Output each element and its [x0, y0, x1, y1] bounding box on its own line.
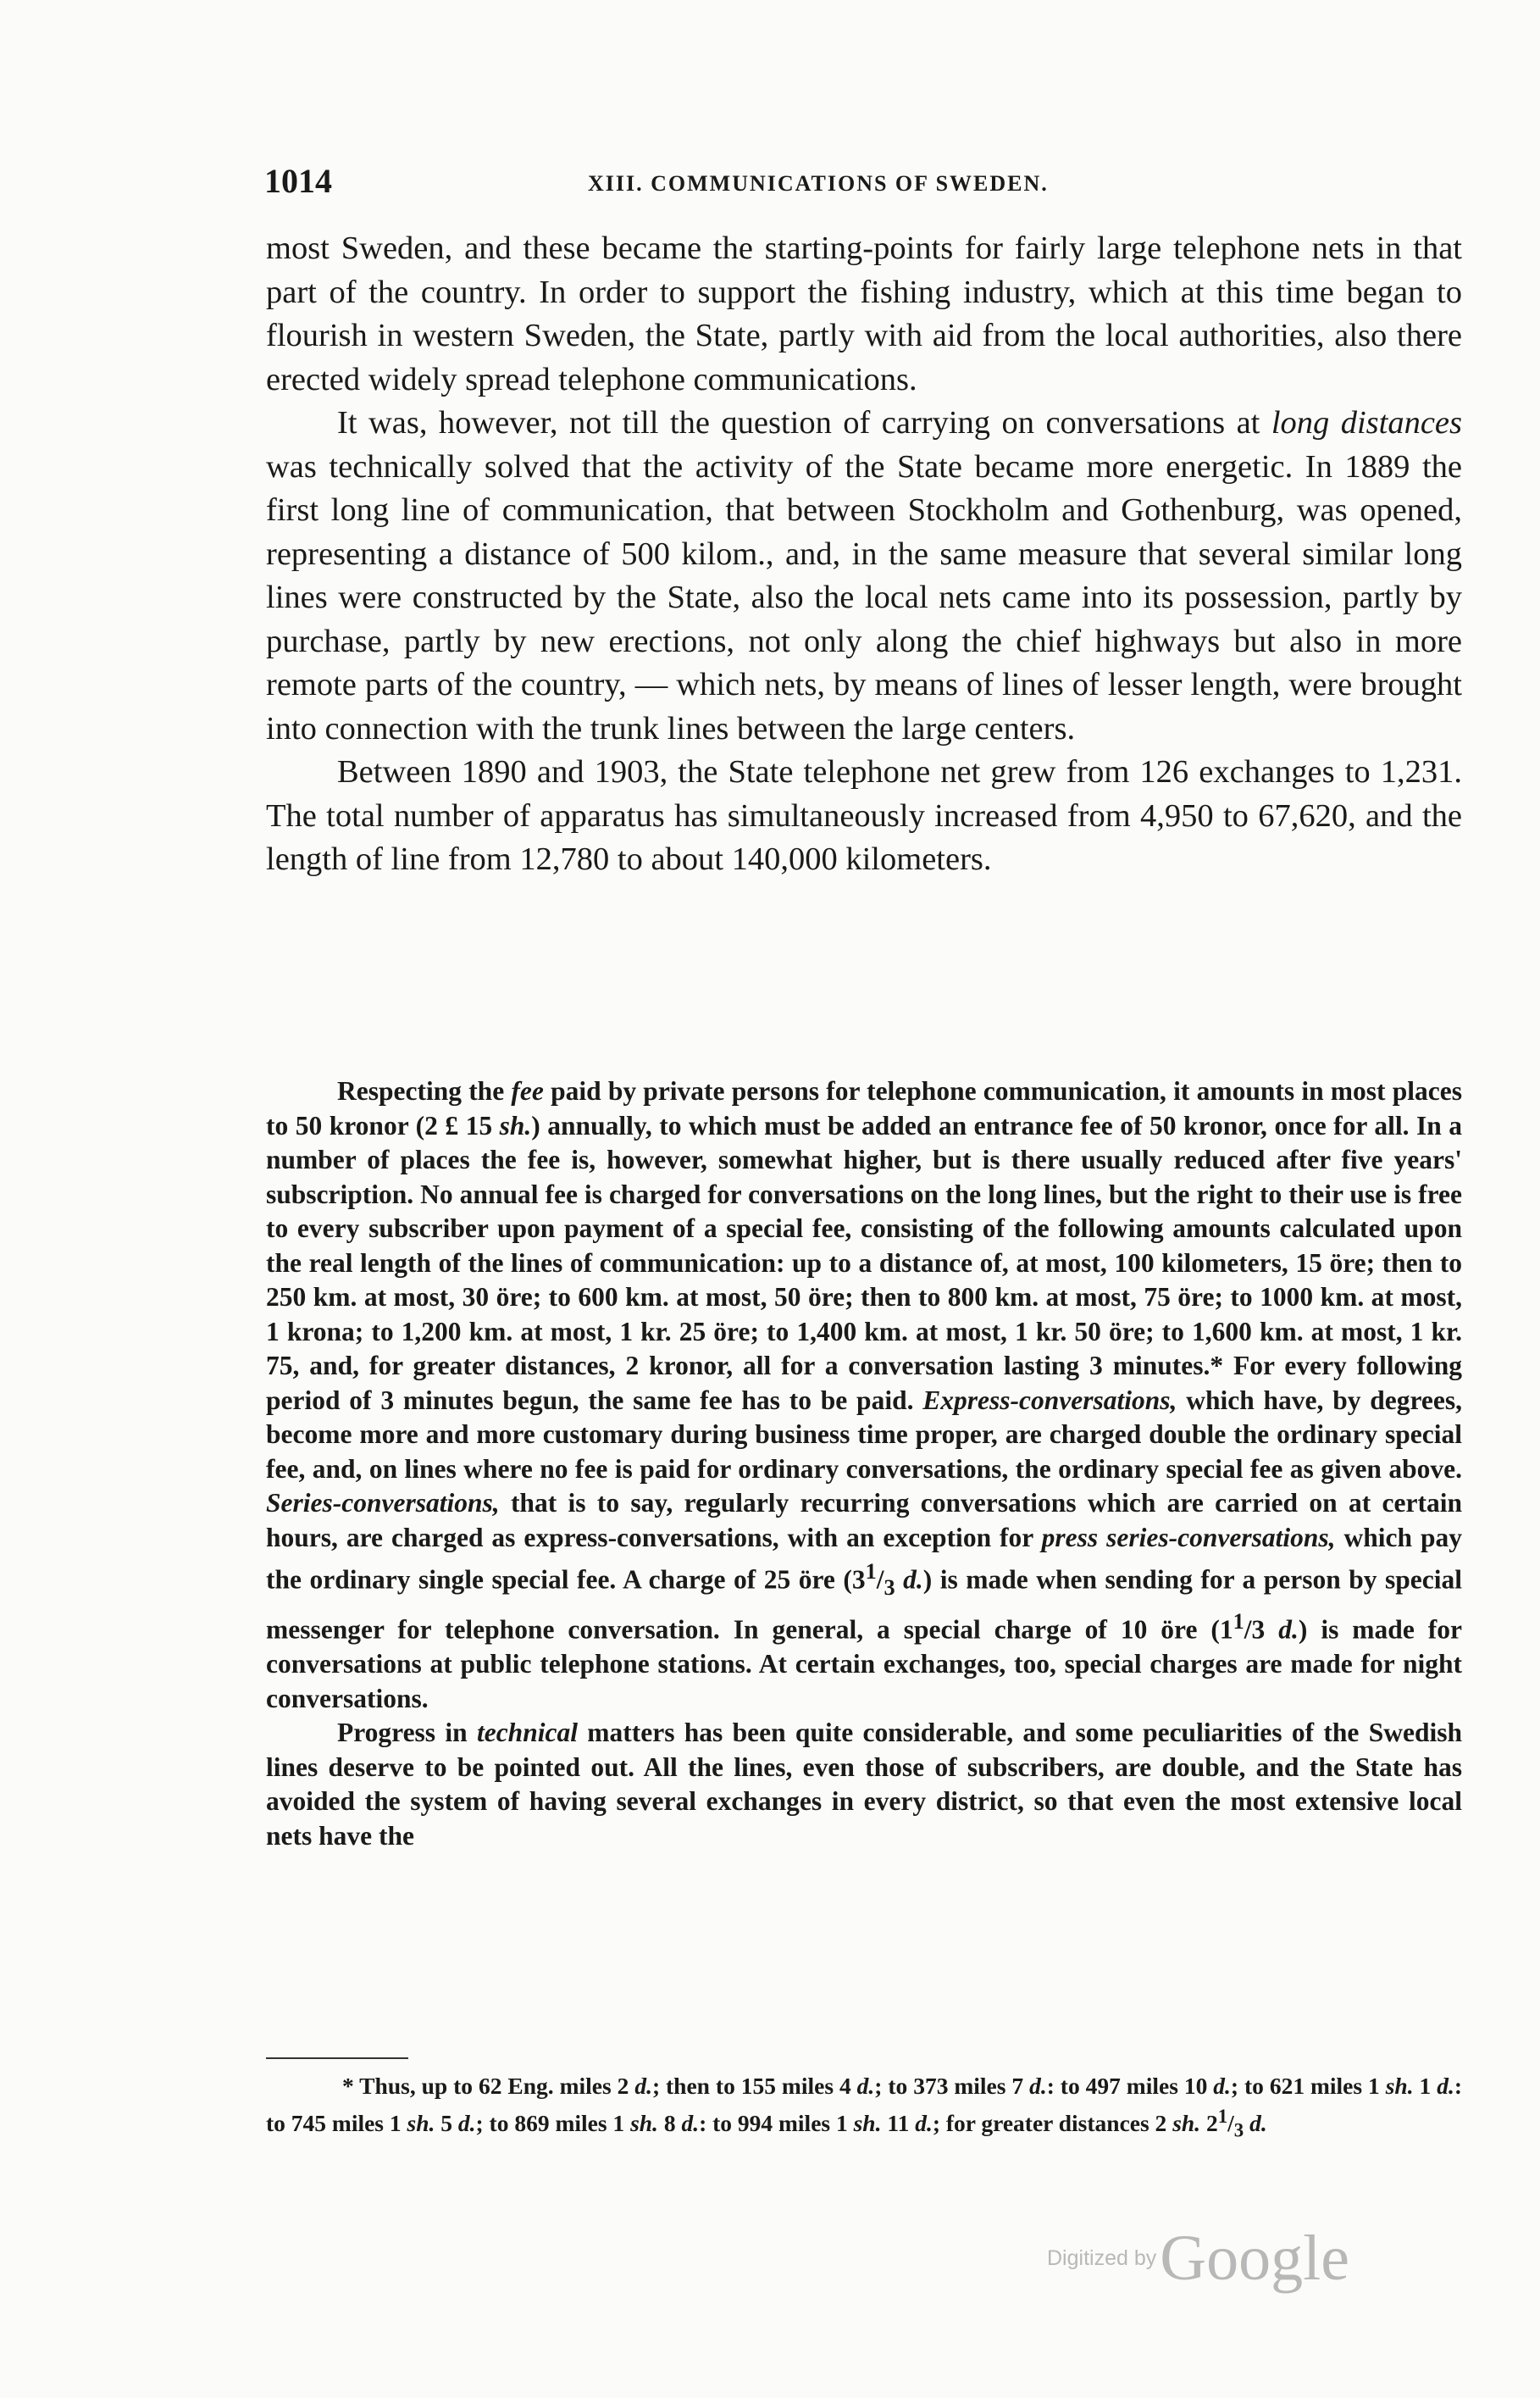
italic-run: sh. [630, 2110, 658, 2137]
paragraph-3 [266, 751, 1462, 882]
italic-run: d. [1437, 2073, 1454, 2099]
italic-run: d. [1213, 2073, 1231, 2099]
superscript: 1 [1233, 1609, 1244, 1635]
watermark-prefix: Digitized by [1047, 2246, 1157, 2270]
italic-run: d. [856, 2073, 875, 2099]
text-run: Progress in [337, 1718, 477, 1748]
paragraph-2 [266, 402, 1462, 751]
text-run: 5 [435, 2110, 458, 2137]
italic-run: fee [511, 1076, 544, 1106]
text-run: : to 994 miles 1 [699, 2110, 854, 2137]
text-run: Respecting the [337, 1076, 512, 1106]
italic-run: sh. [853, 2110, 882, 2137]
italic-run: Express-conversations, [922, 1385, 1177, 1415]
italic-run: sh. [1385, 2073, 1414, 2099]
text-run: ; to 869 miles 1 [475, 2110, 631, 2137]
text-run: : to 745 miles 1 [266, 2073, 1462, 2137]
text-run: Between 1890 and 1903, the State telephone net grew from 126 exchanges to 1,231. The total number of apparatus has simultaneously increased from 4,950 to 67,620, and the length of line from 12,780 to about 140,000 kilometers. [266, 754, 1462, 877]
watermark-logo: Google [1160, 2223, 1349, 2294]
text-run: matters has been quite considerable, and some peculiarities of the Swedish lines deserve to be pointed out. All the lines, even those of subscribers, are double, and the State has avoided the system of having several exchanges in every district, so that even the most extensive local nets have the [266, 1718, 1462, 1851]
superscript: 1 [1217, 2106, 1228, 2127]
text-run: was technically solved that the activity of the State became more energetic. In 1889 the first long line of communication, that between Stockholm and Gothenburg, was opened, representing a distance of 500 kilom., and, in the same measure that several similar long lines were constructed by the State, also the local nets came into its possession, partly by purchase, partly by new erections, not only along the chief highways but also in more remote parts of the country, — which nets, by means of lines of lesser length, were brought into connection with the trunk lines between the large centers. [266, 448, 1462, 747]
text-run: ; to 373 miles 7 [874, 2073, 1030, 2099]
text-run: 8 [657, 2110, 682, 2137]
small-print-section [266, 1074, 1462, 1853]
text-run: ; to 621 miles 1 [1230, 2073, 1386, 2099]
italic-run: d. [915, 2110, 933, 2137]
italic-run: long distances [1271, 405, 1462, 441]
text-run: ) annually, to which must be added an entrance fee of 50 kronor, once for all. In a number of places the fee is, however, somewhat higher, but is there usually reduced after five years' subscription. No annual fee is charged for conversations on the long lines, but the right to their use is free to every subscriber upon payment of a special fee, consisting of the following amounts calculated upon the real length of the lines of communication: up to a distance of, at most, 100 kilometers, 15 öre; then to 250 km. at most, 30 öre; to 600 km. at most, 50 öre; then to 800 km. at most, 75 öre; to 1000 km. at most, 1 krona; to 1,200 km. at most, 1 kr. 25 öre; to 1,400 km. at most, 1 kr. 50 öre; to 1,600 km. at most, 1 kr. 75, and, for greater distances, 2 kronor, all for a conversation lasting 3 minutes.* For every following period of 3 minutes begun, the same fee has to be paid. [266, 1110, 1463, 1415]
text-run: which have, by degrees, become more and more customary during business time proper, are charged double the ordinary special fee, and, on lines where no fee is paid for ordinary conversations, the ordinary special fee as given above. [266, 1385, 1463, 1484]
italic-run: Series-conversations, [266, 1488, 500, 1518]
text-run: which pay the ordinary single special fee. A charge of 25 öre (3 [266, 1522, 1462, 1595]
italic-run: d. [1029, 2073, 1047, 2099]
text-run: * Thus, up to 62 Eng. miles 2 [342, 2073, 635, 2099]
italic-run: technical [476, 1718, 578, 1748]
main-body-text [266, 227, 1462, 882]
italic-run: press series-conversations, [1041, 1522, 1336, 1552]
text-run: / [876, 1564, 884, 1595]
technical-paragraph [266, 1716, 1462, 1853]
footnote [266, 2071, 1462, 2146]
text-run: /3 [1244, 1614, 1279, 1645]
italic-run: d. [1249, 2110, 1267, 2137]
text-run: ) is made for conversations at public telephone stations. At certain exchanges, too, special charges are made for night conversations. [266, 1614, 1462, 1713]
text-run: paid by private persons for telephone communication, it amounts in most places to 50 kronor (2 £ 15 [266, 1076, 1462, 1141]
paragraph-1 [266, 227, 1462, 402]
text-run: 2 [1200, 2110, 1218, 2137]
text-run: ; for greater distances 2 [932, 2110, 1173, 2137]
page-number: 1014 [264, 162, 332, 200]
footnote-rule [266, 2057, 408, 2059]
italic-run: sh. [499, 1110, 532, 1141]
italic-run: sh. [407, 2110, 435, 2137]
text-run: most Sweden, and these became the starting-points for fairly large telephone nets in that part of the country. In order to support the fishing industry, which at this time began to flourish in western Sweden, the State, partly with aid from the local authorities, also there erected widely spread telephone communications. [266, 230, 1462, 397]
text-run: 11 [881, 2110, 916, 2137]
text-run: ; then to 155 miles 4 [651, 2073, 857, 2099]
text-run: ) is made when sending for a person by special messenger for telephone conversation. In general, a special charge of 10 öre (1 [266, 1564, 1462, 1645]
italic-run: d. [634, 2073, 652, 2099]
text-run: 1 [1413, 2073, 1438, 2099]
text-run: It was, however, not till the question of carrying on conversations at [337, 405, 1271, 441]
text-run: / [1227, 2110, 1234, 2137]
fee-paragraph [266, 1074, 1462, 1716]
subscript: 3 [1233, 2119, 1244, 2141]
italic-run: d. [895, 1564, 923, 1595]
running-head: XIII. COMMUNICATIONS OF SWEDEN. [588, 171, 1049, 196]
subscript: 3 [884, 1574, 895, 1600]
italic-run: d. [457, 2110, 476, 2137]
superscript: 1 [865, 1559, 877, 1584]
page-header [264, 161, 1179, 203]
text-run: that is to say, regularly recurring conversations which are carried on at certain hours, are charged as express-conversations, with an exception for [266, 1488, 1462, 1552]
footnote-text [266, 2071, 1462, 2146]
text-run: : to 497 miles 10 [1046, 2073, 1214, 2099]
italic-run: d. [1278, 1614, 1299, 1645]
italic-run: sh. [1172, 2110, 1201, 2137]
digitized-watermark [1047, 2222, 1349, 2294]
italic-run: d. [681, 2110, 700, 2137]
